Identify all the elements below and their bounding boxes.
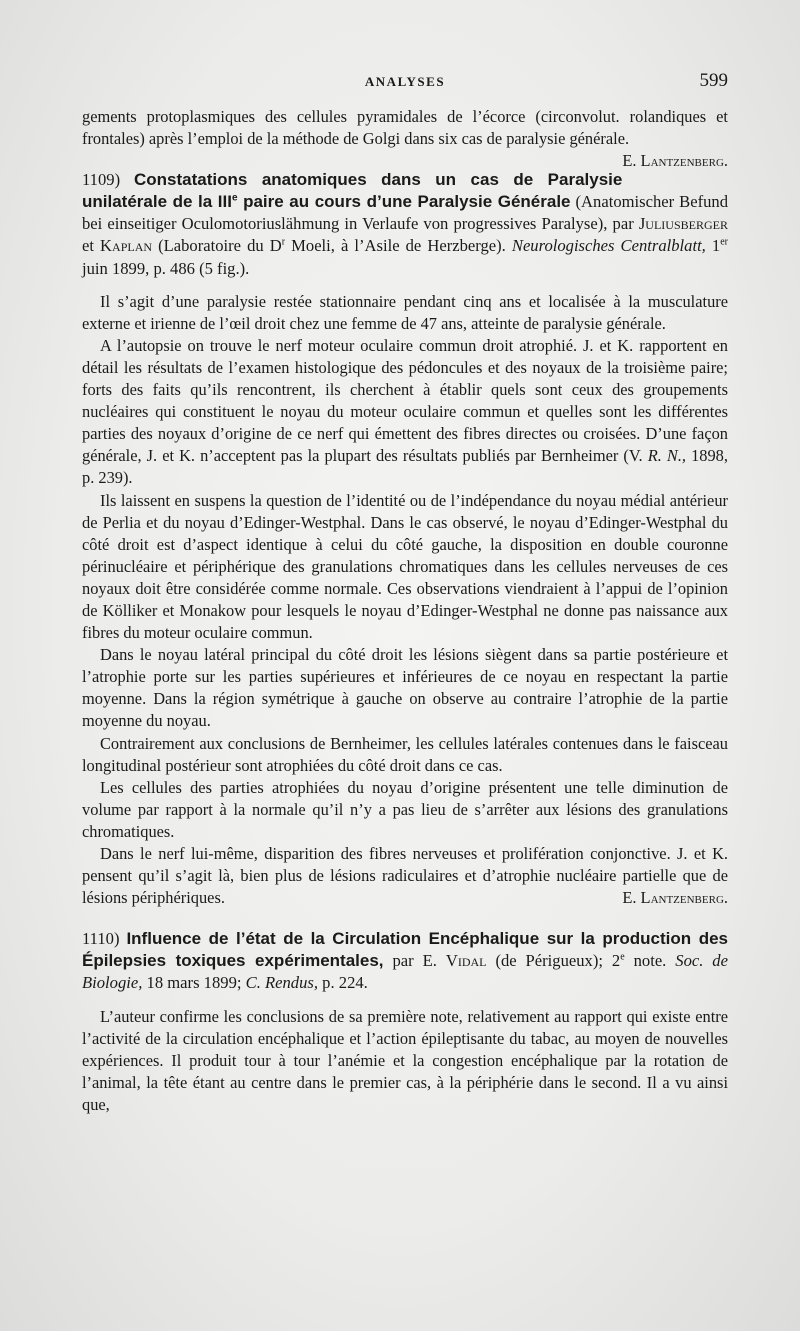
entry-1109-paragraph-5: Contrairement aux conclusions de Bernheimer, les cellules latérales contenues dans le faisceau longitudinal postérieur sont atrophiées du côté droit dans ce cas. xyxy=(82,733,728,775)
page-header xyxy=(82,70,728,94)
entry-1109-paragraph-3: Ils laissent en suspens la question de l’identité ou de l’indépendance du noyau médial antérieur de Perlia et du noyau d’Edinger-Westphal. Dans le cas observé, le noyau d’Edinger-Westphal du côté droit est d’aspect identique à celui du côté gauche, la disposition en double couronne périnucléaire et périphérique des granulations chromatiques dans les cellules nerveuses de ces noyaux doit être considérée comme normale. Ces observations viendraient à l’appui de l’opinion de Kölliker et Monakow pour lesquels le noyau d’Edinger-Westphal ne donne pas naissance aux fibres du moteur oculaire commun. xyxy=(82,490,728,643)
entry-1109-citation: (Anatomischer Befund bei einseitiger Oculomotoriuslähmung in Verlaufe von progressives Paralyse), par xyxy=(82,192,728,234)
entry-1109-author-2: Kaplan xyxy=(100,236,153,256)
entry-1110-title: Influence de l’état de la Circulation Encéphalique sur la production des Épilepsies toxiques expérimentales, xyxy=(82,929,728,971)
entry-1109-date: 1er juin 1899, p. 486 (5 fig.). xyxy=(82,236,728,278)
previous-entry-tail xyxy=(82,106,728,171)
previous-entry-text: gements protoplasmiques des cellules pyramidales de l’écorce (circonvolut. rolandiques et frontales) après l’emploi de la méthode de Golgi dans six cas de paralysie générale. xyxy=(82,107,728,149)
entry-1109-number: 1109) xyxy=(82,170,121,190)
entry-1110-journal-1: Soc. de Biologie, xyxy=(82,951,728,993)
entry-1109-heading: 1109) Constatations anatomiques dans un cas de Paralysie unilatérale de la IIIe paire au cours d’une Paralysie Générale (Anatomischer Befund bei einseitiger Oculomotoriuslähmung in Verlaufe von progressives Paralyse), par Juliusberger et Kaplan (Laboratoire du $D^r$ Moeli, à l’Asile de Herzberge). Neurologisches Centralblatt, 1er juin 1899, p. 486 (5 fig.). xyxy=(82,170,728,278)
running-head: ANALYSES xyxy=(364,74,446,89)
entry-1109-author-1: Juliusberger xyxy=(638,214,728,234)
entry-1110-paragraph-1: L’auteur confirme les conclusions de sa première note, relativement au rapport qui existe entre l’activité de la circulation encéphalique et l’action épileptisante du tabac, au moyen de nouvelles expériences. Il produit tour à tour l’anémie et la congestion encéphalique par la rotation de l’animal, la tête étant au centre dans le premier cas, à la périphérie dans le second. Il a vu ainsi que, xyxy=(82,1006,728,1114)
entry-1110-author: Vidal xyxy=(445,951,487,971)
entry-1109-paragraph-1: Il s’agit d’une paralysie restée stationnaire pendant cinq ans et localisée à la musculature externe et irienne de l’œil droit chez une femme de 47 ans, atteinte de paralysie générale. xyxy=(82,291,728,333)
entry-1110-number: 1110) xyxy=(82,929,120,949)
entry-1109-signature: E. Lantzenberg. xyxy=(622,888,728,908)
page-number: 599 xyxy=(699,70,728,91)
entry-1110-heading: 1110) Influence de l’état de la Circulation Encéphalique sur la production des Épilepsies toxiques expérimentales, par E. Vidal (de Périgueux); 2e note. Soc. de Biologie, 18 mars 1899; C. Rendus, p. 224. xyxy=(82,929,728,993)
entry-1109-paragraph-2: A l’autopsie on trouve le nerf moteur oculaire commun droit atrophié. J. et K. rapportent en détail les résultats de l’examen histologique des pédoncules et des noyaux de la troisième paire; forts des faits qu’ils rencontrent, ils cherchent à établir quels sont ceux des groupements nucléaires qui constituent le noyau du moteur oculaire commun et quelles sont les différentes parties des noyaux d’origine de ce nerf qui émettent des fibres directes ou croisées. D’une façon générale, J. et K. n’acceptent pas la plupart des résultats publiés par Bernheimer (V. R. N., 1898, p. 239). xyxy=(82,335,728,488)
page-body xyxy=(82,106,728,1116)
entry-1109-paragraph-7: Dans le nerf lui-même, disparition des fibres nerveuses et prolifération conjonctive. J. et K. pensent qu’il s’agit là, bien plus de lésions radiculaires et d’atrophie nucléaire partielle que de lésions périphériques. E. Lantzenberg. xyxy=(82,843,728,909)
entry-1109-paragraph-4: Dans le noyau latéral principal du côté droit les lésions siègent dans sa partie postérieure et l’atrophie porte sur les parties supérieures et inférieures de ce noyau en respectant la partie moyenne. Dans la région symétrique à gauche on observe au contraire l’atrophie de la partie moyenne du noyau. xyxy=(82,645,728,731)
entry-1109-journal: Neurologisches Centralblatt, xyxy=(511,236,706,256)
entry-1109-paragraph-6: Les cellules des parties atrophiées du noyau d’origine présentent une telle diminution de volume par rapport à la normale qu’il n’y a pas lieu de s’arrêter aux lésions des granulations chromatiques. xyxy=(82,777,728,841)
entry-1109-title: Constatations anatomiques dans un cas de Paralysie unilatérale de la IIIe paire au cours d’une Paralysie Générale xyxy=(82,170,623,212)
previous-entry-signature: E. Lantzenberg. xyxy=(622,151,728,171)
entry-1110-journal-2: C. Rendus, xyxy=(245,973,319,993)
